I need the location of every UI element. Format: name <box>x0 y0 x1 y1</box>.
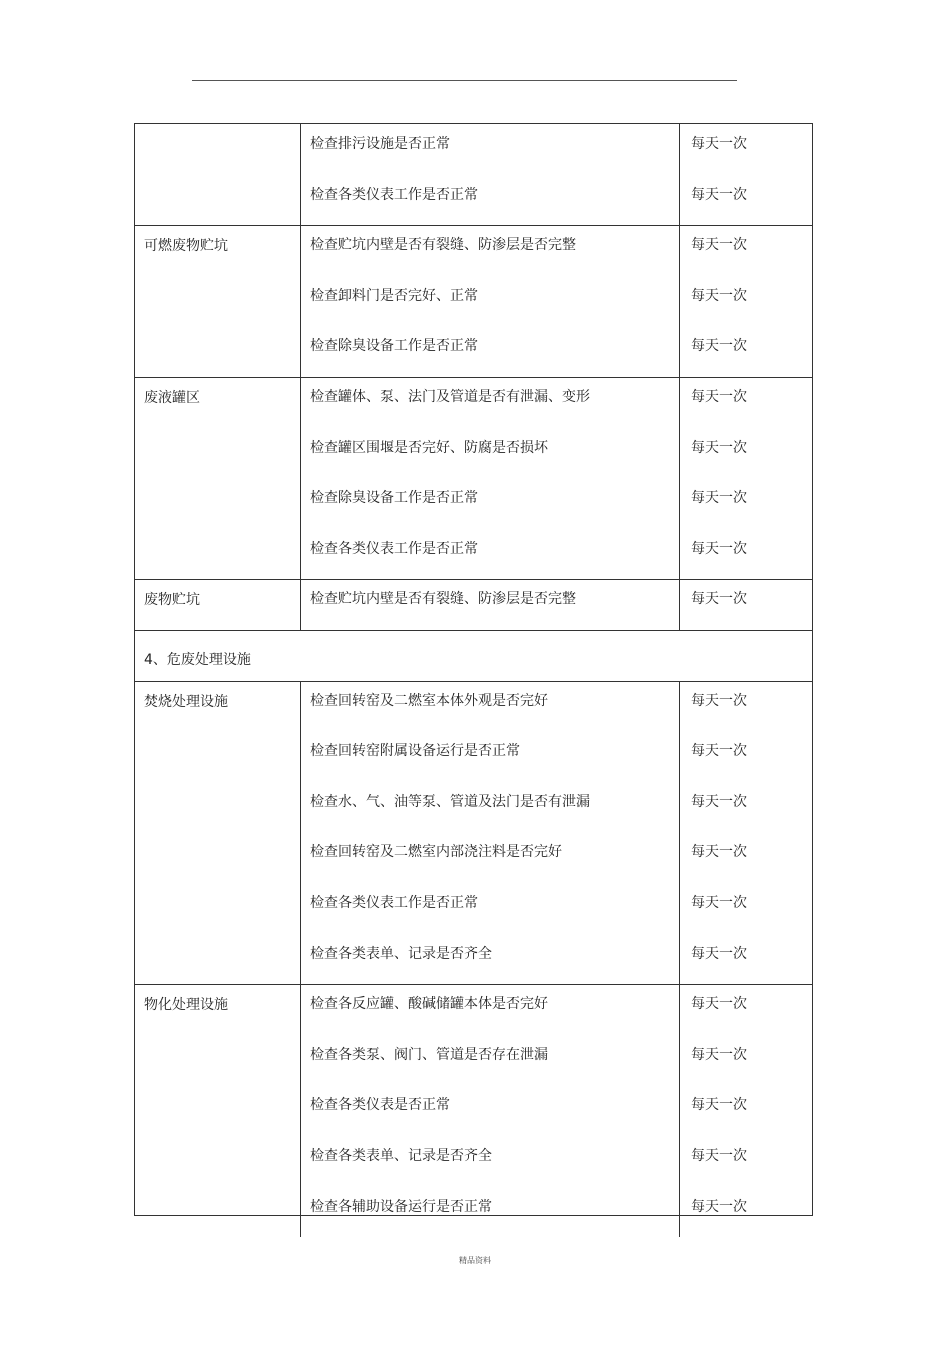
facility-name: 物化处理设施 <box>144 997 228 1014</box>
inspection-frequency: 每天一次 <box>691 237 747 254</box>
inspection-frequency: 每天一次 <box>691 793 747 810</box>
section-title: 4、危废处理设施 <box>144 652 251 668</box>
inspection-item: 检查卸料门是否完好、正常 <box>310 287 478 304</box>
inspection-item: 检查各类泵、阀门、管道是否存在泄漏 <box>310 1046 548 1063</box>
inspection-frequency: 每天一次 <box>691 743 747 760</box>
inspection-item: 检查回转窑及二燃室本体外观是否完好 <box>310 692 548 709</box>
inspection-frequency: 每天一次 <box>691 1097 747 1114</box>
inspection-item: 检查各类表单、记录是否齐全 <box>310 1148 492 1164</box>
inspection-frequency: 每天一次 <box>691 136 747 152</box>
column-divider <box>679 984 680 1237</box>
column-divider <box>679 124 680 225</box>
inspection-frequency: 每天一次 <box>691 186 747 203</box>
inspection-item: 检查各类仪表是否正常 <box>310 1097 450 1114</box>
inspection-frequency: 每天一次 <box>691 1046 747 1063</box>
inspection-table <box>134 123 813 1216</box>
inspection-item: 检查回转窑附属设备运行是否正常 <box>310 743 520 760</box>
group-divider <box>135 984 812 985</box>
inspection-frequency: 每天一次 <box>691 844 747 861</box>
column-divider <box>300 984 301 1237</box>
column-divider <box>679 377 680 579</box>
inspection-item: 检查贮坑内壁是否有裂缝、防渗层是否完整 <box>310 591 576 608</box>
column-divider <box>300 579 301 630</box>
facility-name: 焚烧处理设施 <box>144 693 228 710</box>
column-divider <box>300 225 301 377</box>
inspection-frequency: 每天一次 <box>691 389 747 405</box>
inspection-item: 检查罐区围堰是否完好、防腐是否损坏 <box>310 439 548 456</box>
group-divider <box>135 579 812 580</box>
inspection-frequency: 每天一次 <box>691 287 747 304</box>
inspection-item: 检查各反应罐、酸碱储罐本体是否完好 <box>310 996 548 1013</box>
group-divider <box>135 681 812 682</box>
inspection-frequency: 每天一次 <box>691 895 747 911</box>
group-divider <box>135 630 812 631</box>
inspection-item: 检查罐体、泵、法门及管道是否有泄漏、变形 <box>310 389 590 405</box>
group-divider <box>135 377 812 378</box>
column-divider <box>679 225 680 377</box>
inspection-frequency: 每天一次 <box>691 490 747 507</box>
inspection-item: 检查回转窑及二燃室内部浇注料是否完好 <box>310 844 562 861</box>
inspection-frequency: 每天一次 <box>691 945 747 962</box>
inspection-frequency: 每天一次 <box>691 540 747 557</box>
inspection-item: 检查贮坑内壁是否有裂缝、防渗层是否完整 <box>310 237 576 254</box>
column-divider <box>300 681 301 985</box>
inspection-frequency: 每天一次 <box>691 1198 747 1215</box>
facility-name: 废物贮坑 <box>144 592 200 609</box>
inspection-frequency: 每天一次 <box>691 439 747 456</box>
inspection-item: 检查除臭设备工作是否正常 <box>310 490 478 507</box>
inspection-item: 检查各类表单、记录是否齐全 <box>310 945 492 962</box>
inspection-item: 检查各类仪表工作是否正常 <box>310 895 478 911</box>
inspection-item: 检查各类仪表工作是否正常 <box>310 186 478 203</box>
inspection-item: 检查除臭设备工作是否正常 <box>310 338 478 355</box>
inspection-frequency: 每天一次 <box>691 1148 747 1164</box>
header-rule <box>192 80 737 81</box>
group-divider <box>135 225 812 226</box>
page-footer: 精品资料 <box>459 1256 491 1265</box>
inspection-item: 检查各辅助设备运行是否正常 <box>310 1198 492 1215</box>
column-divider <box>300 124 301 225</box>
facility-name: 废液罐区 <box>144 390 200 406</box>
inspection-frequency: 每天一次 <box>691 692 747 709</box>
inspection-item: 检查排污设施是否正常 <box>310 136 450 152</box>
inspection-frequency: 每天一次 <box>691 338 747 355</box>
inspection-item: 检查各类仪表工作是否正常 <box>310 540 478 557</box>
column-divider <box>300 377 301 579</box>
inspection-frequency: 每天一次 <box>691 996 747 1013</box>
column-divider <box>679 579 680 630</box>
inspection-item: 检查水、气、油等泵、管道及法门是否有泄漏 <box>310 793 590 810</box>
column-divider <box>679 681 680 985</box>
inspection-frequency: 每天一次 <box>691 591 747 608</box>
facility-name: 可燃废物贮坑 <box>144 238 228 255</box>
